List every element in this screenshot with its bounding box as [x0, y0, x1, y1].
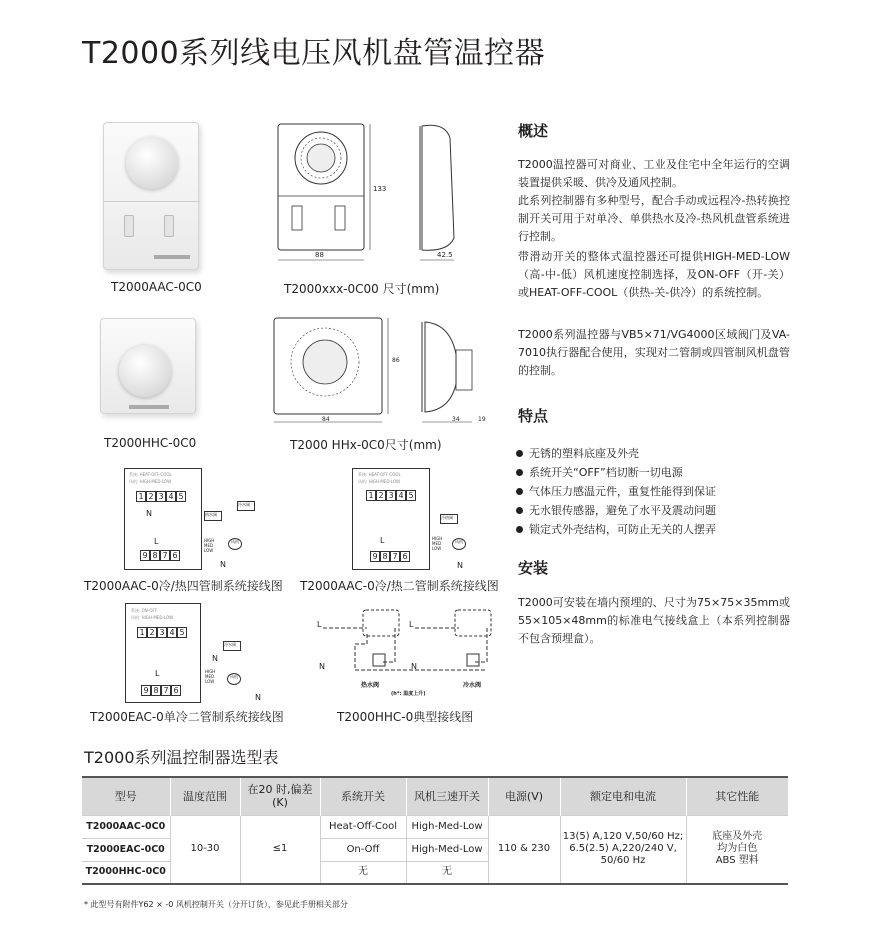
speed-labels: HIGH MED LOW: [204, 538, 215, 553]
speed-labels: HIGH MED LOW: [205, 669, 216, 684]
install-paragraph: T2000可安装在墙内预埋的、尺寸为75×75×35mm或55×105×48mm的标准电气接线盒上（本系列控制器不包含预埋盒）。: [518, 596, 790, 645]
hhx-drawing-caption: T2000 HHx-0C0尺寸(mm): [290, 438, 442, 452]
terminal-block-bottom: 9 8 7 6: [141, 685, 181, 696]
col-deviation: 在20 时,偏差(K): [240, 777, 320, 815]
features-list: [516, 444, 716, 539]
dim-133: 133: [373, 185, 387, 193]
aac-photo-caption: T2000AAC-0C0: [111, 280, 202, 294]
table-header-row: [82, 777, 788, 815]
system-slide-switch: [124, 215, 134, 237]
dim-86: 86: [392, 357, 400, 364]
overview-heading: 概述: [518, 122, 549, 140]
table-row: T2000HHC-0C0 无 无: [82, 861, 788, 884]
list-item: 无锈的塑料底座及外壳: [516, 444, 716, 463]
col-other: 其它性能: [686, 777, 788, 815]
wiring-hhc-caption: T2000HHC-0典型接线图: [337, 710, 474, 724]
other-cell: 底座及外壳 均为白色 ABS 塑料: [686, 815, 788, 884]
fan-symbol: 风机: [228, 538, 242, 550]
dim-84: 84: [322, 416, 330, 423]
features-heading: 特点: [518, 407, 549, 425]
wiring-fan-label: 风机: HIGH-MED-LOW: [129, 479, 172, 484]
cold-valve-label: 冷水阀: [463, 682, 482, 689]
speed-labels: HIGH MED LOW: [432, 536, 443, 551]
hhx-dimension-drawing: [270, 314, 500, 434]
overview-paragraph-4: T2000系列温控器与VB5×71/VG4000区域阀门及VA-7010执行器配合使用，实现对二管制或四管制风机盘管的控制。: [518, 328, 790, 377]
overview-paragraph-1: T2000温控器可对商业、工业及住宅中全年运行的空调装置提供采暖、供冷及通风控制。: [518, 158, 790, 189]
col-temp-range: 温度范围: [170, 777, 240, 815]
wiring-diagram-hhc: L L N N 热水阀 冷水阀 (h*: 温度上升): [315, 604, 505, 704]
temperature-rise-note: (h*: 温度上升): [391, 691, 426, 697]
xxx-dimension-drawing: [270, 118, 510, 278]
install-heading: 安装: [518, 559, 549, 577]
wiring-system-label: 系统: HEAT-OFF-COOL: [129, 472, 172, 477]
col-model: 型号: [82, 777, 170, 815]
wiring-fan-label: 风机: HIGH-MED-LOW: [358, 479, 401, 484]
hot-valve-box: 热水阀: [204, 511, 222, 521]
wiring-system-label: 系统: ON-OFF: [131, 608, 158, 613]
col-system-switch: 系统开关: [320, 777, 406, 815]
wiring-diagram-eac: 系统: ON-OFF 风机: HIGH-MED-LOW 1 2 3 4 5 9 8 7 6 N L N 冷水阀 风机 HIGH MED LOW: [125, 603, 265, 705]
xxx-drawing-caption: T2000xxx-0C00 尺寸(mm): [284, 282, 440, 296]
cold-valve-box: 冷水阀: [237, 501, 255, 511]
hhc-photo-caption: T2000HHC-0C0: [104, 436, 197, 450]
selection-table-title: T2000系列温控制器选型表: [84, 748, 279, 767]
thermostat-hhc-photo: [100, 318, 196, 414]
col-power: 电源(V): [488, 777, 560, 815]
selection-table: [82, 776, 788, 885]
list-item: 锁定式外壳结构，可防止无关的人摆弄: [516, 520, 716, 539]
deviation-cell: ≤1: [240, 815, 320, 884]
terminal-block-bottom: 9 8 7 6: [140, 550, 180, 561]
terminal-block-top: 1 2 3 4 5: [366, 490, 416, 501]
fan-slide-switch: [164, 215, 174, 237]
wiring-system-label: 系统: HEAT-OFF-COOL: [358, 472, 401, 477]
col-fan-switch: 风机三速开关: [406, 777, 488, 815]
wiring-diagram-aac-2pipe: 系统: HEAT-OFF-COOL 风机: HIGH-MED-LOW 1 2 3 4 5 9 8 7 6 L N 冷热阀 风机 HIGH MED LOW: [352, 468, 482, 576]
dim-19: 19: [478, 416, 486, 423]
terminal-block-top: 1 2 3 4 5: [136, 491, 186, 502]
hot-valve-label: 热水阀: [361, 682, 380, 689]
fan-symbol: 风机: [227, 673, 241, 685]
cold-valve-box: 冷水阀: [223, 641, 241, 651]
wiring-fan-label: 风机: HIGH-MED-LOW: [131, 615, 174, 620]
dim-88: 88: [315, 251, 324, 259]
list-item: 无水银传感器，避免了水平及震动问题: [516, 501, 716, 520]
divider-line: [104, 201, 200, 202]
wiring-aac-2pipe-caption: T2000AAC-0冷/热二管制系统接线图: [300, 579, 499, 593]
table-row: T2000EAC-0C0 On-Off High-Med-Low: [82, 838, 788, 861]
dial-knob: [119, 345, 171, 397]
col-rating: 额定电和电流: [560, 777, 686, 815]
cold-heat-valve-box: 冷热阀: [440, 514, 458, 524]
wiring-aac-4pipe-caption: T2000AAC-0冷/热四管制系统接线图: [84, 579, 283, 593]
brand-label: [154, 255, 190, 259]
overview-paragraph-3: 带滑动开关的整体式温控器还可提供HIGH-MED-LOW（高-中-低）风机速度控制选择，及ON-OFF（开-关）或HEAT-OFF-COOL（供热-关-供冷）的系统控制。: [518, 250, 790, 299]
thermostat-aac-photo: [103, 122, 199, 270]
terminal-block-top: 1 2 3 4 5: [137, 627, 187, 638]
fan-symbol: 风机: [452, 538, 466, 550]
power-cell: 110 & 230: [488, 815, 560, 884]
table-footnote: * 此型号有附件Y62 × -0 风机控制开关（分开订货），参见此手册相关部分: [84, 900, 348, 909]
terminal-block-bottom: 9 8 7 6: [370, 551, 410, 562]
table-row: T2000AAC-0C0 10-30 ≤1 Heat-Off-Cool High-Med-Low 110 & 230 13(5) A,120 V,50/60 Hz; 6.5(2.5) A,220/240 V, 50/60 Hz 底座及外壳 均为白色 ABS 塑料: [82, 815, 788, 838]
rating-cell: 13(5) A,120 V,50/60 Hz; 6.5(2.5) A,220/240 V, 50/60 Hz: [560, 815, 686, 884]
wiring-eac-caption: T2000EAC-0单冷二管制系统接线图: [90, 710, 284, 724]
dial-knob: [126, 137, 178, 189]
brand-label: [129, 405, 169, 409]
wiring-diagram-aac-4pipe: 系统: HEAT-OFF-COOL 风机: HIGH-MED-LOW 1 2 3 4 5 9 8 7 6 N L N 热水阀 冷水阀 风机 HIGH MED LOW: [120, 465, 272, 575]
page-title: T2000系列线电压风机盘管温控器: [82, 36, 546, 71]
temp-range-cell: 10-30: [170, 815, 240, 884]
list-item: 系统开关“OFF”档切断一切电源: [516, 463, 716, 482]
overview-paragraph-2: 此系列控制器有多种型号，配合手动或远程冷-热转换控制开关可用于对单冷、单供热水及冷-热风机盘管系统进行控制。: [518, 194, 790, 243]
dim-34: 34: [452, 416, 460, 423]
list-item: 气体压力感温元件，重复性能得到保证: [516, 482, 716, 501]
dim-42-5: 42.5: [437, 251, 453, 259]
